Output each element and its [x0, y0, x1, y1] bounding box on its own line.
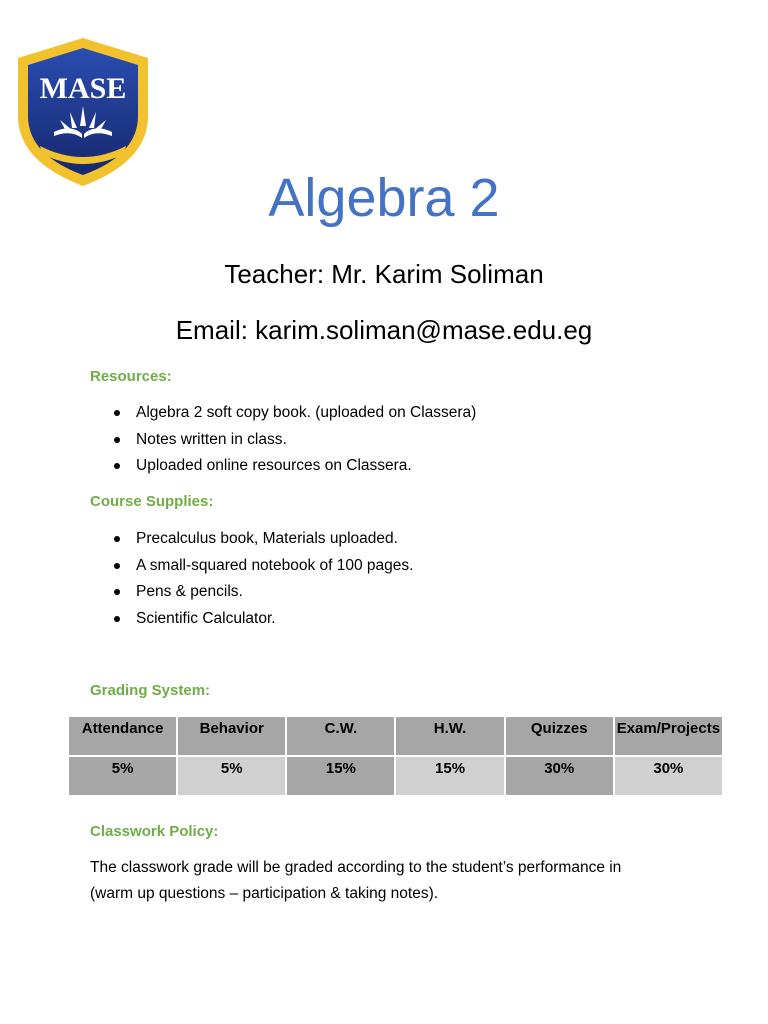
- table-header-cell: Behavior: [177, 716, 286, 756]
- supplies-list: [112, 526, 413, 632]
- classwork-policy-heading: Classwork Policy:: [90, 823, 219, 840]
- resources-list: [112, 400, 476, 480]
- list-item: Precalculus book, Materials uploaded.: [112, 526, 413, 553]
- logo-text: MASE: [39, 72, 127, 105]
- table-header-cell: Exam/Projects: [614, 716, 723, 756]
- table-header-cell: Attendance: [68, 716, 177, 756]
- list-item: A small-squared notebook of 100 pages.: [112, 553, 413, 580]
- policy-line: (warm up questions – participation & taking notes).: [90, 885, 439, 902]
- resources-heading: Resources:: [90, 368, 172, 385]
- policy-line: The classwork grade will be graded according to the student’s performance in: [90, 859, 622, 876]
- table-cell: 30%: [614, 756, 723, 796]
- list-item: Algebra 2 soft copy book. (uploaded on Classera): [112, 400, 476, 427]
- classwork-policy-text: [90, 855, 690, 907]
- table-cell: 5%: [68, 756, 177, 796]
- list-item: Notes written in class.: [112, 427, 476, 454]
- list-item: Uploaded online resources on Classera.: [112, 453, 476, 480]
- supplies-heading: Course Supplies:: [90, 493, 214, 510]
- list-item: Pens & pencils.: [112, 579, 413, 606]
- bullet-icon: [114, 616, 120, 622]
- table-header-row: [68, 716, 723, 756]
- bullet-icon: [114, 589, 120, 595]
- table-row: [68, 756, 723, 796]
- table-cell: 15%: [286, 756, 395, 796]
- teacher-name: Teacher: Mr. Karim Soliman: [224, 259, 544, 289]
- bullet-icon: [114, 463, 120, 469]
- bullet-icon: [114, 563, 120, 569]
- bullet-icon: [114, 410, 120, 416]
- table-header-cell: C.W.: [286, 716, 395, 756]
- grading-table: [67, 715, 724, 797]
- bullet-icon: [114, 437, 120, 443]
- list-item: Scientific Calculator.: [112, 606, 413, 633]
- table-cell: 30%: [505, 756, 614, 796]
- table-cell: 5%: [177, 756, 286, 796]
- table-cell: 15%: [395, 756, 504, 796]
- table-header-cell: Quizzes: [505, 716, 614, 756]
- bullet-icon: [114, 536, 120, 542]
- table-header-cell: H.W.: [395, 716, 504, 756]
- teacher-email: Email: karim.soliman@mase.edu.eg: [175, 315, 593, 345]
- page-title: Algebra 2: [268, 168, 500, 228]
- grading-heading: Grading System:: [90, 682, 211, 699]
